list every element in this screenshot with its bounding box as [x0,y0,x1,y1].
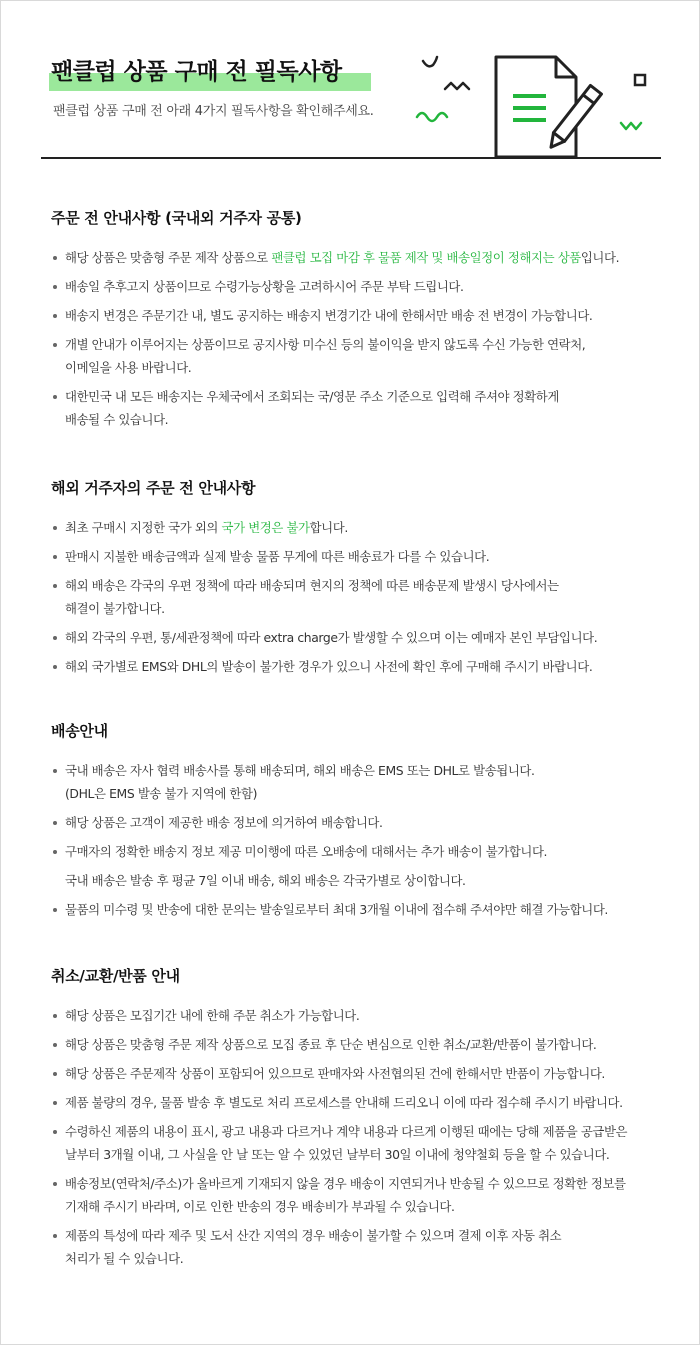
item-text: 수령하신 제품의 내용이 표시, 광고 내용과 다르거나 계약 내용과 다르게 이행된 때에는 당해 제품을 공급받은 [65,1124,628,1139]
header [1,1,700,161]
list-item [51,545,671,568]
highlight-text: 국가 변경은 불가 [221,520,310,535]
list-item [51,1091,671,1114]
list-item [51,275,671,298]
item-text: 배송정보(연락처/주소)가 올바르게 기재되지 않을 경우 배송이 지연되거나 반송될 수 있으므로 정확한 정보를 [65,1176,626,1191]
section-cancel-notice [51,965,671,1276]
page-title: 팬클럽 상품 구매 전 필독사항 [51,59,342,85]
list-item [51,626,671,649]
zigzag-green-icon [621,123,641,129]
item-text: 국내 배송은 자사 협력 배송사를 통해 배송되며, 해외 배송은 EMS 또는 DHL로 발송됩니다. [65,763,535,778]
item-text: 판매시 지불한 배송금액과 실제 발송 물품 무게에 따른 배송료가 다를 수 있습니다. [65,549,490,564]
item-text: 해당 상품은 모집기간 내에 한해 주문 취소가 가능합니다. [65,1008,360,1023]
section-order-notice [51,207,671,437]
zigzag-icon [445,83,469,89]
item-text: 해당 상품은 고객이 제공한 배송 정보에 의거하여 배송합니다. [65,815,383,830]
item-text: 해외 각국의 우편, 통/세관정책에 따라 extra charge가 발생할 수 있으며 이는 예매자 본인 부담입니다. [65,630,598,645]
list-item [51,869,671,892]
list-item [51,1172,671,1218]
page-subtitle: 팬클럽 상품 구매 전 아래 4가지 필독사항을 확인해주세요. [53,104,374,119]
list-item [51,1004,671,1027]
list-item [51,333,671,379]
list-item [51,1224,671,1270]
list-item [51,385,671,431]
list-item [51,898,671,921]
item-text: 해당 상품은 맞춤형 주문 제작 상품으로 모집 종료 후 단순 변심으로 인한 취소/교환/반품이 불가합니다. [65,1037,597,1052]
squiggle-icon [423,57,437,66]
list-item [51,1033,671,1056]
item-text: 처리가 될 수 있습니다. [65,1251,184,1266]
list-item [51,811,671,834]
notice-list [51,516,671,678]
item-text: 이메일을 사용 바랍니다. [65,360,192,375]
item-text: 배송지 변경은 주문기간 내, 별도 공지하는 배송지 변경기간 내에 한해서만 배송 전 변경이 가능합니다. [65,308,593,323]
notice-list [51,759,671,921]
section-title: 취소/교환/반품 안내 [51,967,180,985]
list-item [51,759,671,805]
item-text: 합니다. [309,520,348,535]
list-item [51,516,671,539]
item-text: 제품의 특성에 따라 제주 및 도서 산간 지역의 경우 배송이 불가할 수 있으며 결제 이후 자동 취소 [65,1228,562,1243]
item-text: (DHL은 EMS 발송 불가 지역에 한함) [65,786,258,801]
square-icon [635,75,645,85]
item-text: 해결이 불가합니다. [65,601,165,616]
notice-list [51,246,671,431]
item-text: 최초 구매시 지정한 국가 외의 [65,520,222,535]
item-text: 대한민국 내 모든 배송지는 우체국에서 조회되는 국/영문 주소 기준으로 입력해 주셔야 정확하게 [65,389,559,404]
item-text: 물품의 미수령 및 반송에 대한 문의는 발송일로부터 최대 3개월 이내에 접수해 주셔야만 해결 가능합니다. [65,902,608,917]
section-title: 배송안내 [51,722,108,740]
section-shipping-notice [51,720,671,927]
list-item [51,574,671,620]
document-pencil-icon [411,39,671,161]
item-text: 날부터 3개월 이내, 그 사실을 안 날 또는 알 수 있었던 날부터 30일 이내에 청약철회 등을 할 수 있습니다. [65,1147,610,1162]
item-text: 구매자의 정확한 배송지 정보 제공 미이행에 따른 오배송에 대해서는 추가 배송이 불가합니다. [65,844,548,859]
item-text: 배송일 추후고지 상품이므로 수령가능상황을 고려하시어 주문 부탁 드립니다. [65,279,464,294]
list-item [51,304,671,327]
section-title: 해외 거주자의 주문 전 안내사항 [51,479,256,497]
list-item [51,246,671,269]
section-overseas-notice [51,477,671,684]
section-title: 주문 전 안내사항 (국내외 거주자 공통) [51,209,302,227]
item-text: 해당 상품은 주문제작 상품이 포함되어 있으므로 판매자와 사전협의된 건에 한해서만 반품이 가능합니다. [65,1066,605,1081]
title-wrap [51,53,342,86]
notice-list [51,1004,671,1270]
list-item [51,655,671,678]
item-text: 해외 배송은 각국의 우편 정책에 따라 배송되며 현지의 정책에 따른 배송문제 발생시 당사에서는 [65,578,559,593]
item-text: 기재해 주시기 바라며, 이로 인한 반송의 경우 배송비가 부과될 수 있습니다. [65,1199,455,1214]
list-item [51,1062,671,1085]
list-item [51,840,671,863]
header-divider [41,157,661,159]
wave-green-icon [417,113,447,121]
item-text: 배송될 수 있습니다. [65,412,169,427]
item-text: 제품 불량의 경우, 물품 발송 후 별도로 처리 프로세스를 안내해 드리오니 이에 따라 접수해 주시기 바랍니다. [65,1095,623,1110]
list-item [51,1120,671,1166]
item-text: 개별 안내가 이루어지는 상품이므로 공지사항 미수신 등의 불이익을 받지 않도록 수신 가능한 연락처, [65,337,586,352]
item-text: 해당 상품은 맞춤형 주문 제작 상품으로 [65,250,272,265]
highlight-text: 팬클럽 모집 마감 후 물품 제작 및 배송일정이 정해지는 상품 [271,250,581,265]
item-text: 입니다. [580,250,620,265]
item-text: 국내 배송은 발송 후 평균 7일 이내 배송, 해외 배송은 각국가별로 상이합니다. [65,873,466,888]
item-text: 해외 국가별로 EMS와 DHL의 발송이 불가한 경우가 있으니 사전에 확인 후에 구매해 주시기 바랍니다. [65,659,593,674]
